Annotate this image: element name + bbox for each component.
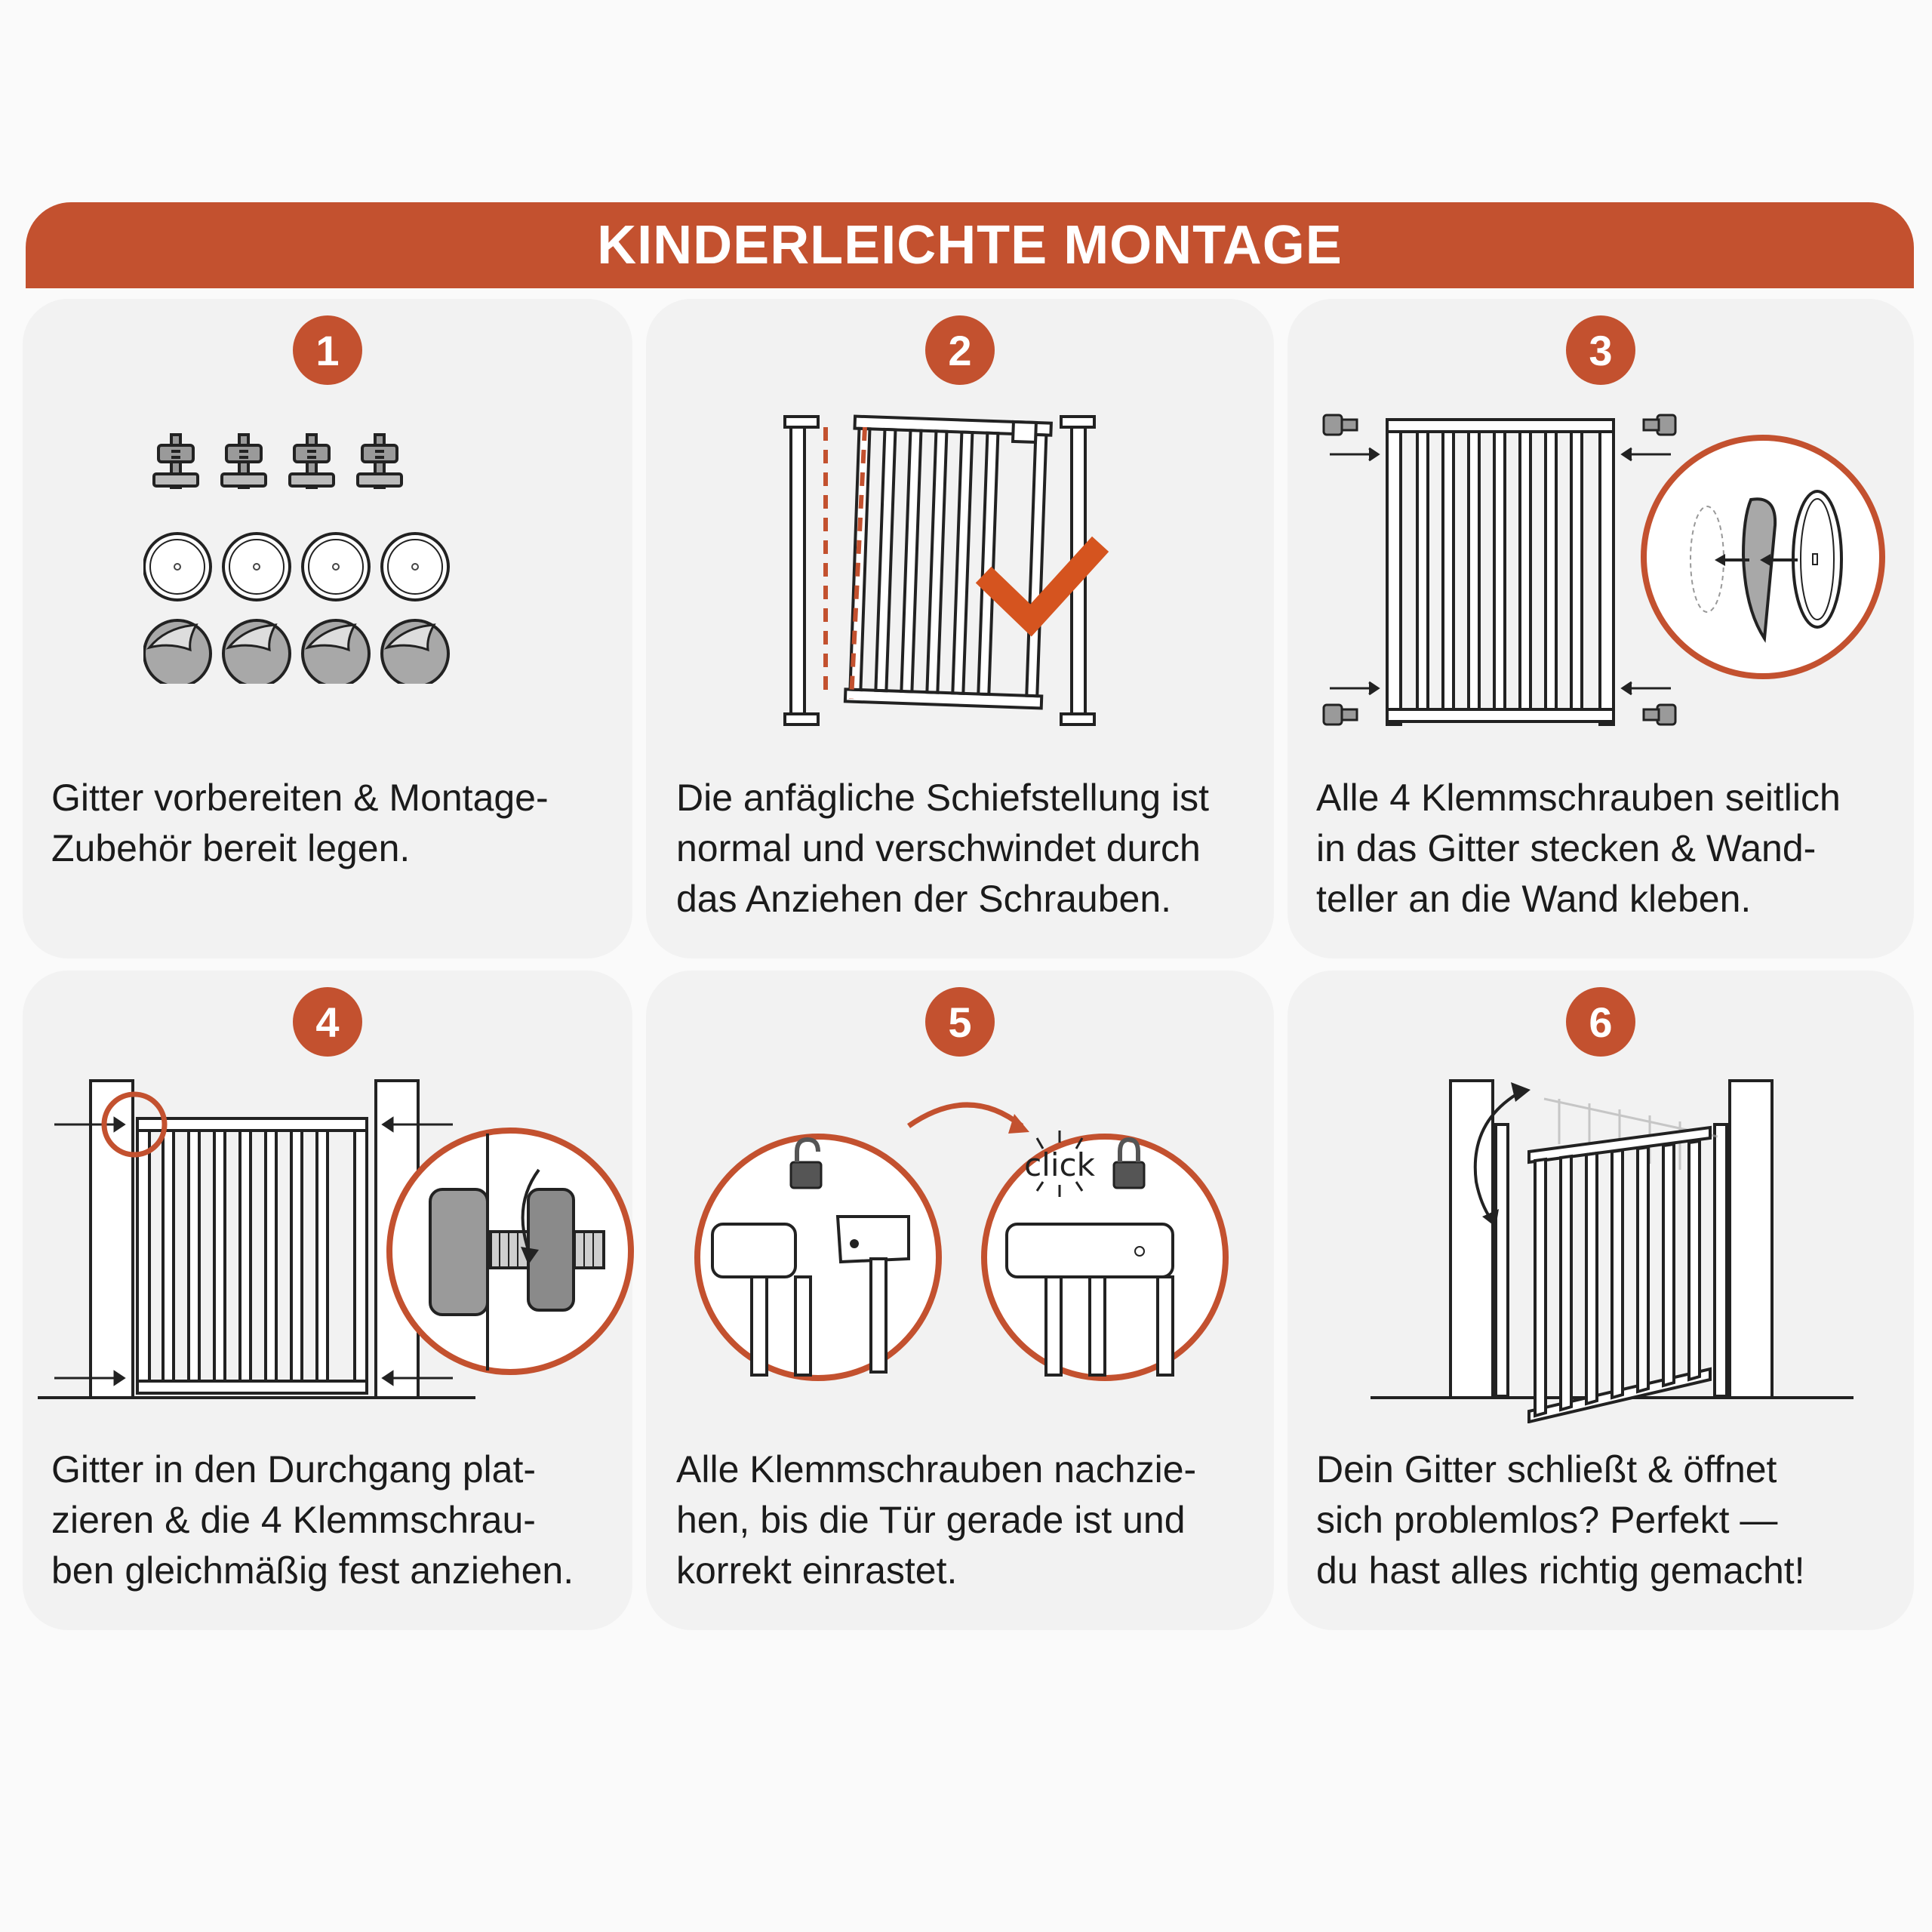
step-card-5 [646, 971, 1274, 1630]
step-card-2 [646, 299, 1274, 958]
step-number-badge: 6 [1566, 987, 1635, 1057]
step-number-badge: 2 [925, 315, 995, 385]
gate-opening-closing-icon [1371, 1076, 1854, 1423]
step-card-1 [23, 299, 632, 958]
tilted-gate-checkmark-icon [782, 405, 1121, 729]
step-card-4 [23, 971, 632, 1630]
screws-and-wall-plates-icon [143, 412, 506, 684]
step-card-6 [1287, 971, 1914, 1630]
step-caption: Alle 4 Klemmschrauben seitlich in das Gitter stecken & Wand- teller an die Wand kleben. [1316, 777, 1841, 920]
step-caption: Gitter in den Durchgang plat- zieren & die 4 Klemmschrau- ben gleichmäßig fest anziehen. [51, 1448, 574, 1592]
step-caption: Gitter vorbereiten & Montage- Zubehör bereit legen. [51, 777, 549, 869]
step-number-badge: 1 [293, 315, 362, 385]
latch-unlocked-locked-icon [682, 1084, 1248, 1386]
step-number-badge: 3 [1566, 315, 1635, 385]
step-caption: Alle Klemmschrauben nachzie- hen, bis die Tür gerade ist und korrekt einrastet. [676, 1448, 1197, 1592]
step-number-badge: 4 [293, 987, 362, 1057]
gate-in-doorway-tighten-screw-icon [38, 1076, 634, 1416]
step-caption: Die anfägliche Schiefstellung ist normal und verschwindet durch das Anziehen der Schrauben. [676, 777, 1209, 920]
step-number-badge: 5 [925, 987, 995, 1057]
step-card-3 [1287, 299, 1914, 958]
page-title: KINDERLEICHTE MONTAGE [597, 215, 1343, 275]
title-banner [26, 202, 1914, 288]
click-label: click [1024, 1146, 1095, 1183]
gate-with-clamp-screws-and-wall-plate-detail-icon [1315, 405, 1903, 737]
step-caption: Dein Gitter schließt & öffnet sich problemlos? Perfekt — du hast alles richtig gemacht! [1316, 1448, 1805, 1592]
